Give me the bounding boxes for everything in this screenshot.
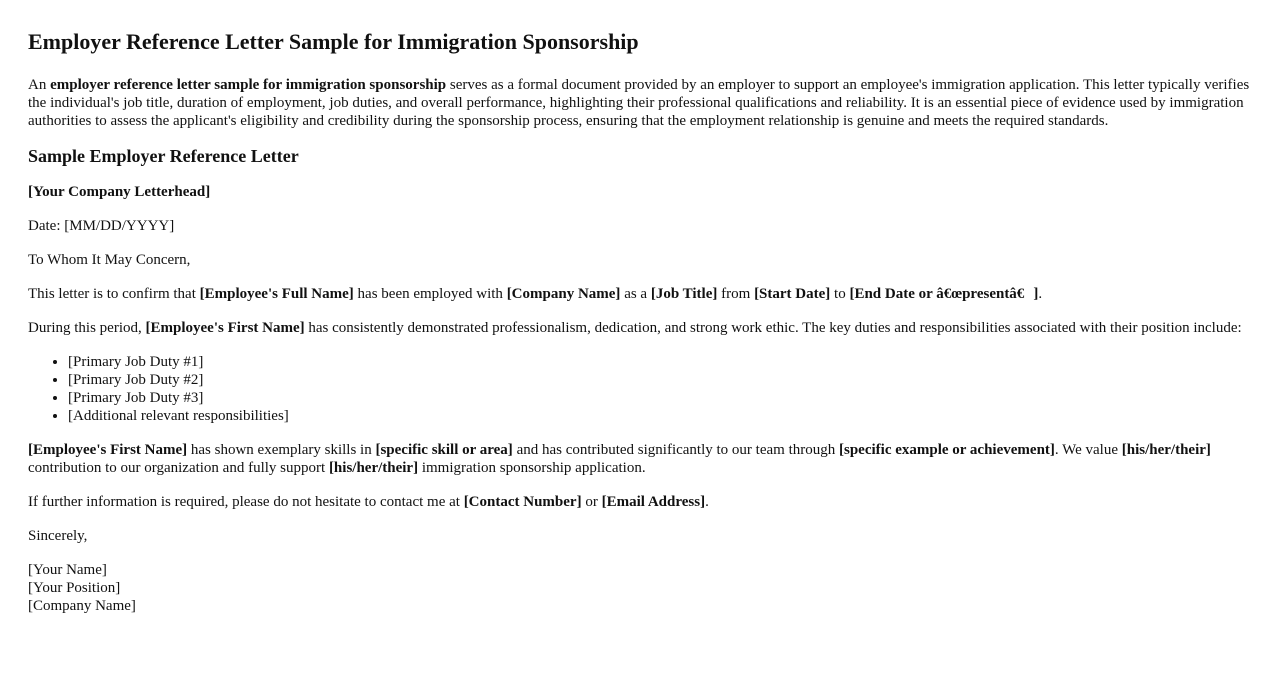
letterhead-line [28, 183, 1250, 201]
intro-paragraph [28, 76, 1250, 130]
period-paragraph [28, 319, 1250, 337]
confirm-text: as a [620, 286, 651, 302]
start-date-placeholder: [Start Date] [754, 286, 831, 302]
date-line: Date: [MM/DD/YYYY] [28, 218, 175, 234]
contact-text: If further information is required, please do not hesitate to contact me at [28, 494, 464, 510]
list-item: • [Primary Job Duty #1] [68, 353, 1250, 371]
skills-text: contribution to our organization and fully support [28, 460, 329, 476]
end-date-placeholder: [End Date or â€œpresentâ€] [849, 286, 1039, 302]
period-text: has consistently demonstrated professionalism, dedication, and strong work ethic. The key duties and responsibilities associated with their position include: [304, 320, 1242, 336]
list-item: • [Primary Job Duty #2] [68, 371, 1250, 389]
contact-text: or [581, 494, 602, 510]
specific-skill-placeholder: [specific skill or area] [375, 442, 513, 458]
letterhead: [Your Company Letterhead] [28, 184, 211, 200]
company-name-placeholder: [Company Name] [506, 286, 621, 302]
confirm-text: has been employed with [353, 286, 507, 302]
confirm-paragraph [28, 285, 1250, 303]
specific-example-placeholder: [specific example or achievement] [839, 442, 1055, 458]
intro-text-bold: employer reference letter sample for immigration sponsorship [50, 77, 447, 93]
email-address-placeholder: [Email Address] [601, 494, 706, 510]
period-text: During this period, [28, 320, 146, 336]
page-title: Employer Reference Letter Sample for Immigration Sponsorship [28, 29, 639, 54]
contact-paragraph [28, 493, 1250, 511]
signature-block [28, 561, 1250, 615]
confirm-text: to [830, 286, 850, 302]
signature-company: [Company Name] [28, 598, 136, 614]
list-item: • [Additional relevant responsibilities] [68, 407, 1250, 425]
salutation: To Whom It May Concern, [28, 252, 191, 268]
pronoun-placeholder: [his/her/their] [1121, 442, 1211, 458]
duties-list [28, 353, 1250, 425]
pronoun-placeholder: [his/her/their] [328, 460, 419, 476]
sample-heading: Sample Employer Reference Letter [28, 146, 299, 166]
signature-name: [Your Name] [28, 562, 107, 578]
employee-full-name-placeholder: [Employee's Full Name] [199, 286, 354, 302]
intro-text-post: serves as a formal document provided by an employer to support an employee's immigration application. This letter typically verifies the individual's job title, duration of employment, job duties, and overall performance, highlighting their professional qualifications and reliability. It is an essential piece of evidence used by immigration authorities to assess the applicant's eligibility and credibility during the sponsorship process, ensuring that the employment relationship is genuine and meets the required standards. [28, 77, 1250, 129]
skills-text: . We value [1054, 442, 1122, 458]
closing: Sincerely, [28, 528, 88, 544]
confirm-text: This letter is to confirm that [28, 286, 200, 302]
skills-text: and has contributed significantly to our team through [512, 442, 839, 458]
document-page [0, 29, 1278, 615]
confirm-text: . [1038, 286, 1043, 302]
contact-number-placeholder: [Contact Number] [463, 494, 582, 510]
employee-first-name-placeholder: [Employee's First Name] [28, 442, 188, 458]
job-title-placeholder: [Job Title] [650, 286, 718, 302]
skills-text: immigration sponsorship application. [418, 460, 646, 476]
confirm-text: from [717, 286, 755, 302]
list-item: • [Primary Job Duty #3] [68, 389, 1250, 407]
signature-position: [Your Position] [28, 580, 121, 596]
contact-text: . [705, 494, 709, 510]
skills-paragraph [28, 441, 1250, 477]
employee-first-name-placeholder: [Employee's First Name] [145, 320, 305, 336]
intro-text-pre: An [28, 77, 51, 93]
skills-text: has shown exemplary skills in [187, 442, 376, 458]
